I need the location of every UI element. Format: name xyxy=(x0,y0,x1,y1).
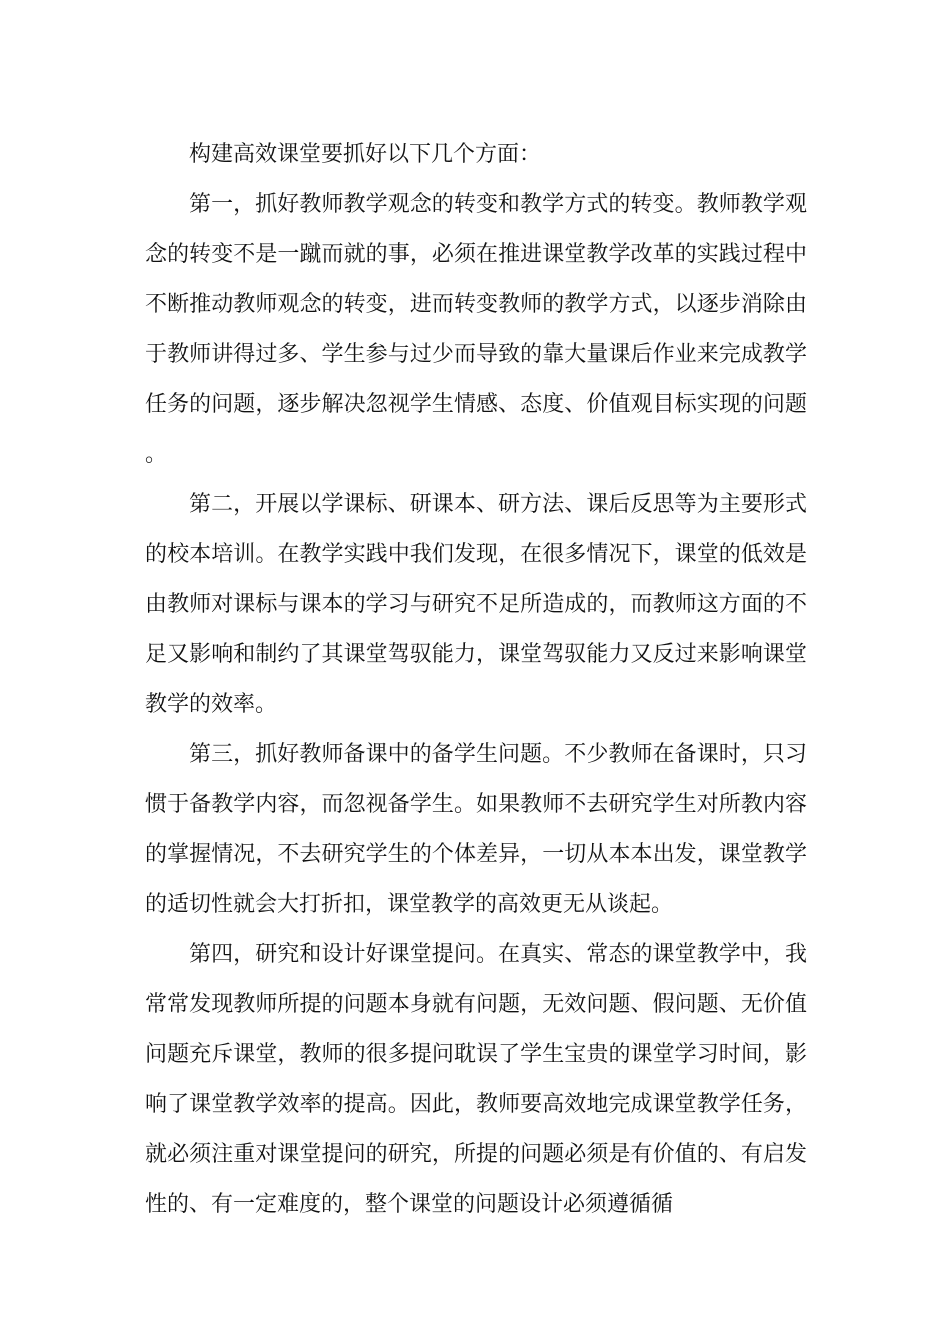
paragraph-first: 第一，抓好教师教学观念的转变和教学方式的转变。教师教学观念的转变不是一蹴而就的事，必须在推进课堂教学改革的实践过程中不断推动教师观念的转变，进而转变教师的教学方式，以逐步消除由于教师讲得过多、学生参与过少而导致的靠大量课后作业来完成教学任务的问题，逐步解决忽视学生情感、态度、价值观目标实现的问题。 xyxy=(145,192,807,467)
paragraph-second: 第二，开展以学课标、研课本、研方法、课后反思等为主要形式的校本培训。在教学实践中我们发现，在很多情况下，课堂的低效是由教师对课标与课本的学习与研究不足所造成的，而教师这方面的不足又影响和制约了其课堂驾驭能力，课堂驾驭能力又反过来影响课堂教学的效率。 xyxy=(145,492,807,717)
paragraph-third: 第三，抓好教师备课中的备学生问题。不少教师在备课时，只习惯于备教学内容，而忽视备学生。如果教师不去研究学生对所教内容的掌握情况，不去研究学生的个体差异，一切从本本出发，课堂教学的适切性就会大打折扣，课堂教学的高效更无从谈起。 xyxy=(145,742,807,917)
paragraph-fourth: 第四，研究和设计好课堂提问。在真实、常态的课堂教学中，我常常发现教师所提的问题本身就有问题，无效问题、假问题、无价值问题充斥课堂，教师的很多提问耽误了学生宝贵的课堂学习时间，影响了课堂教学效率的提高。因此，教师要高效地完成课堂教学任务，就必须注重对课堂提问的研究，所提的问题必须是有价值的、有启发性的、有一定难度的，整个课堂的问题设计必须遵循循 xyxy=(145,942,807,1217)
document-body xyxy=(145,130,807,1230)
paragraph-intro: 构建高效课堂要抓好以下几个方面： xyxy=(189,142,542,167)
